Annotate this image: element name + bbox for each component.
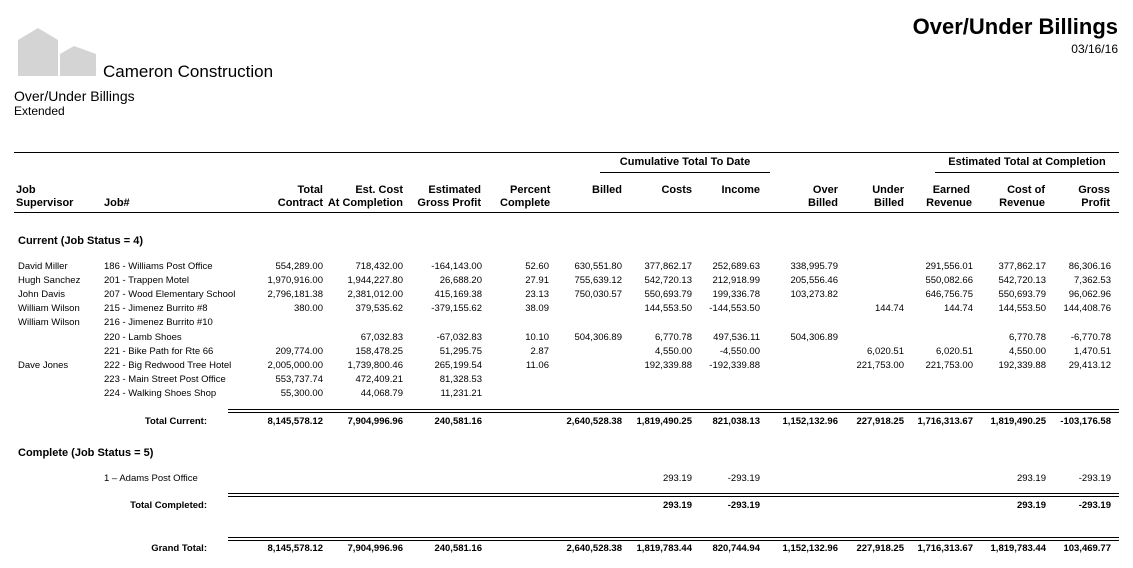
header-rule [14, 152, 1119, 153]
cell-supervisor: John Davis [18, 289, 65, 300]
cell-pct: 52.60 [525, 261, 549, 272]
cell-estcost: 67,032.83 [360, 332, 403, 343]
cell-costrev: 1,819,783.44 [990, 543, 1046, 554]
cell-earned: 1,716,313.67 [917, 416, 973, 427]
cell-billed: 755,639.12 [574, 275, 622, 286]
cell-estgp: -379,155.62 [431, 303, 482, 314]
cell-gp: -103,176.58 [1060, 416, 1111, 427]
cell-costs: 293.19 [662, 473, 692, 484]
cell-pct: 2.87 [530, 346, 549, 357]
cell-estgp: -67,032.83 [436, 332, 482, 343]
table-row [0, 261, 1133, 275]
cell-income: -4,550.00 [719, 346, 760, 357]
group-estimated: Estimated Total at Completion [948, 156, 1106, 168]
cell-estgp: 415,169.38 [434, 289, 482, 300]
total-label: Total Completed: [130, 500, 207, 511]
col-total-contract: Total Contract [277, 184, 323, 209]
cell-job: 207 - Wood Elementary School [104, 289, 236, 300]
cell-costs: 1,819,490.25 [636, 416, 692, 427]
cell-costrev: 293.19 [1016, 500, 1046, 511]
cell-supervisor: William Wilson [18, 317, 80, 328]
col-over-billed: Over Billed [808, 184, 838, 209]
cell-supervisor: William Wilson [18, 303, 80, 314]
grand-total-rule-1 [228, 537, 1119, 538]
report-title: Over/Under Billings [912, 14, 1118, 39]
cell-costrev: 6,770.78 [1009, 332, 1046, 343]
cell-costrev: 542,720.13 [998, 275, 1046, 286]
report-subtitle: Over/Under Billings [14, 88, 135, 104]
cell-earned: 6,020.51 [936, 346, 973, 357]
cell-gp: 96,062.96 [1068, 289, 1111, 300]
cell-income: -293.19 [727, 500, 760, 511]
cell-job: 216 - Jimenez Burrito #10 [104, 317, 213, 328]
cell-estgp: 11,231.21 [440, 388, 482, 399]
cell-gp: -6,770.78 [1070, 332, 1111, 343]
cell-income: 252,689.63 [712, 261, 760, 272]
cell-costs: 4,550.00 [655, 346, 692, 357]
cell-pct: 23.13 [525, 289, 549, 300]
cell-costrev: 550,693.79 [998, 289, 1046, 300]
cell-earned: 550,082.66 [925, 275, 973, 286]
section-current: Current (Job Status = 4) [18, 235, 143, 247]
col-job-number: Job# [104, 197, 130, 209]
total-row [0, 500, 1133, 514]
cell-costs: 1,819,783.44 [636, 543, 692, 554]
cell-over: 1,152,132.96 [782, 543, 838, 554]
cell-pct: 10.10 [525, 332, 549, 343]
cell-job: 223 - Main Street Post Office [104, 374, 226, 385]
cell-costrev: 293.19 [1016, 473, 1046, 484]
group-estimated-rule [935, 172, 1119, 173]
cell-gp: -293.19 [1078, 473, 1111, 484]
group-cumulative-rule [600, 172, 770, 173]
cell-estcost: 1,944,227.80 [347, 275, 403, 286]
cell-costs: 144,553.50 [644, 303, 692, 314]
cell-costrev: 144,553.50 [998, 303, 1046, 314]
total-current-rule-1 [228, 409, 1119, 410]
total-label: Total Current: [144, 416, 207, 427]
cell-estcost: 44,068.79 [360, 388, 403, 399]
cell-estcost: 7,904,996.96 [347, 543, 403, 554]
table-row [0, 388, 1133, 402]
table-row [0, 303, 1133, 317]
table-row [0, 332, 1133, 346]
table-row [0, 360, 1133, 374]
total-completed-rule-1 [228, 493, 1119, 494]
cell-costrev: 1,819,490.25 [990, 416, 1046, 427]
cell-billed: 2,640,528.38 [566, 416, 622, 427]
cell-costrev: 192,339.88 [998, 360, 1046, 371]
col-gross-profit: Gross Profit [1078, 184, 1110, 209]
cell-job: 224 - Walking Shoes Shop [104, 388, 217, 399]
cell-pct: 11.06 [525, 360, 549, 371]
col-income: Income [721, 184, 760, 196]
cell-income: 199,336.78 [712, 289, 760, 300]
grand-total-rule-2 [228, 540, 1119, 541]
cell-income: 497,536.11 [713, 332, 760, 343]
cell-gp: 144,408.76 [1063, 303, 1111, 314]
cell-billed: 630,551.80 [574, 261, 622, 272]
col-cost-of-revenue: Cost of Revenue [999, 184, 1045, 209]
cell-costs: 542,720.13 [644, 275, 692, 286]
cell-total: 2,796,181.38 [267, 289, 323, 300]
cell-gp: 86,306.16 [1068, 261, 1111, 272]
cell-costrev: 4,550.00 [1009, 346, 1046, 357]
cell-earned: 646,756.75 [925, 289, 973, 300]
cell-total: 1,970,916.00 [267, 275, 323, 286]
group-cumulative: Cumulative Total To Date [619, 156, 751, 168]
cell-costs: 550,693.79 [644, 289, 692, 300]
cell-income: -192,339.88 [709, 360, 760, 371]
cell-job: 220 - Lamb Shoes [104, 332, 182, 343]
col-est-cost: Est. Cost At Completion [327, 184, 403, 209]
table-row [0, 473, 1133, 487]
cell-under: 144.74 [874, 303, 904, 314]
cell-total: 8,145,578.12 [267, 543, 323, 554]
cell-gp: 29,413.12 [1068, 360, 1111, 371]
cell-supervisor: Hugh Sanchez [18, 275, 81, 286]
cell-pct: 27.91 [525, 275, 549, 286]
cell-over: 1,152,132.96 [782, 416, 838, 427]
cell-billed: 2,640,528.38 [566, 543, 622, 554]
cell-over: 205,556.46 [790, 275, 838, 286]
cell-estgp: 26,688.20 [439, 275, 482, 286]
cell-job: 215 - Jimenez Burrito #8 [104, 303, 208, 314]
table-row [0, 374, 1133, 388]
cell-job: 1 – Adams Post Office [104, 473, 198, 484]
cell-estcost: 2,381,012.00 [347, 289, 403, 300]
col-earned-revenue: Earned Revenue [926, 184, 972, 209]
cell-supervisor: David Miller [18, 261, 68, 272]
cell-total: 2,005,000.00 [267, 360, 323, 371]
cell-costrev: 377,862.17 [998, 261, 1046, 272]
total-row [0, 416, 1133, 430]
cell-total: 380.00 [293, 303, 323, 314]
cell-earned: 144.74 [943, 303, 973, 314]
cell-job: 201 - Trappen Motel [104, 275, 190, 286]
cell-pct: 38.09 [525, 303, 549, 314]
cell-income: 820,744.94 [712, 543, 760, 554]
cell-income: -144,553.50 [709, 303, 760, 314]
cell-earned: 1,716,313.67 [917, 543, 973, 554]
cell-under: 6,020.51 [867, 346, 904, 357]
cell-income: -293.19 [727, 473, 760, 484]
col-est-gross-profit: Estimated Gross Profit [417, 184, 481, 209]
total-row [0, 543, 1133, 557]
cell-earned: 221,753.00 [925, 360, 973, 371]
cell-costs: 293.19 [662, 500, 692, 511]
cell-billed: 750,030.57 [574, 289, 622, 300]
cell-earned: 291,556.01 [925, 261, 973, 272]
col-job-supervisor: Job Supervisor [16, 184, 74, 209]
company-logo [16, 26, 98, 78]
cell-total: 554,289.00 [275, 261, 323, 272]
cell-estcost: 379,535.62 [355, 303, 403, 314]
cell-estgp: 81,328.53 [439, 374, 482, 385]
report-variant: Extended [14, 104, 65, 118]
cell-estgp: 265,199.54 [434, 360, 482, 371]
cell-gp: 1,470.51 [1074, 346, 1111, 357]
cell-gp: 7,362.53 [1074, 275, 1111, 286]
cell-total: 55,300.00 [280, 388, 323, 399]
cell-estgp: 51,295.75 [439, 346, 482, 357]
cell-estcost: 718,432.00 [355, 261, 403, 272]
col-billed: Billed [592, 184, 622, 196]
column-header-rule [14, 212, 1119, 213]
table-row [0, 317, 1133, 331]
cell-costs: 6,770.78 [655, 332, 692, 343]
cell-estgp: -164,143.00 [431, 261, 482, 272]
table-row [0, 275, 1133, 289]
company-name: Cameron Construction [103, 62, 274, 81]
section-complete: Complete (Job Status = 5) [18, 447, 154, 459]
cell-estgp: 240,581.16 [434, 543, 482, 554]
cell-total: 553,737.74 [275, 374, 323, 385]
cell-estcost: 7,904,996.96 [347, 416, 403, 427]
col-costs: Costs [661, 184, 692, 196]
cell-estcost: 1,739,800.46 [347, 360, 403, 371]
report-date: 03/16/16 [1071, 42, 1118, 56]
cell-over: 504,306.89 [790, 332, 838, 343]
cell-estgp: 240,581.16 [434, 416, 482, 427]
cell-job: 186 - Williams Post Office [104, 261, 213, 272]
cell-billed: 504,306.89 [574, 332, 622, 343]
cell-under: 227,918.25 [856, 543, 904, 554]
col-percent-complete: Percent Complete [500, 184, 551, 209]
cell-job: 222 - Big Redwood Tree Hotel [104, 360, 232, 371]
cell-job: 221 - Bike Path for Rte 66 [104, 346, 214, 357]
total-label: Grand Total: [151, 543, 207, 554]
cell-supervisor: Dave Jones [18, 360, 69, 371]
cell-over: 103,273.82 [790, 289, 838, 300]
cell-estcost: 472,409.21 [355, 374, 403, 385]
cell-total: 209,774.00 [275, 346, 323, 357]
cell-costs: 192,339.88 [644, 360, 692, 371]
cell-gp: -293.19 [1078, 500, 1111, 511]
table-row [0, 346, 1133, 360]
total-current-rule-2 [228, 412, 1119, 413]
cell-gp: 103,469.77 [1063, 543, 1111, 554]
cell-costs: 377,862.17 [644, 261, 692, 272]
cell-total: 8,145,578.12 [267, 416, 323, 427]
table-row [0, 289, 1133, 303]
cell-income: 821,038.13 [712, 416, 760, 427]
cell-over: 338,995.79 [790, 261, 838, 272]
cell-income: 212,918.99 [712, 275, 760, 286]
cell-under: 227,918.25 [856, 416, 904, 427]
cell-under: 221,753.00 [856, 360, 904, 371]
col-under-billed: Under Billed [872, 184, 904, 209]
cell-estcost: 158,478.25 [355, 346, 403, 357]
total-completed-rule-2 [228, 496, 1119, 497]
